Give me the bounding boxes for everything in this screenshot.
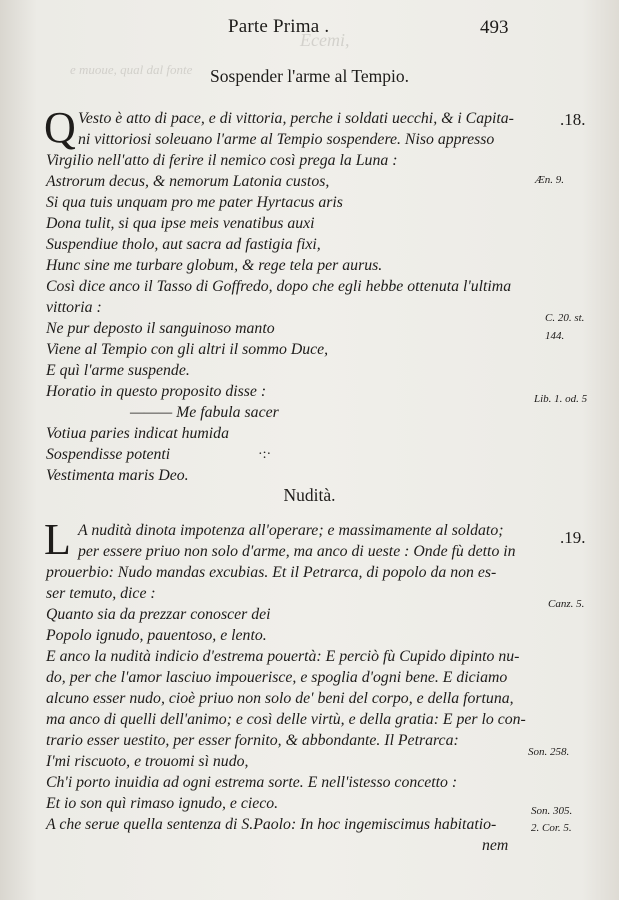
text-line: Virgilio nell'atto di ferire il nemico così prega la Luna : [46,152,398,169]
text-line: trario esser uestito, per esser fornito, & abbondante. Il Petrarca: [46,732,459,749]
verse-line: Vestimenta maris Deo. [46,467,189,484]
verse-line: Astrorum decus, & nemorum Latonia custos, [46,173,330,190]
text-line: ma anco di quelli dell'animo; e così delle virtù, e della gratia: E per lo con- [46,711,526,728]
margin-note: Canz. 5. [548,598,585,610]
text-line: vittoria : [46,299,102,316]
margin-note: 144. [545,330,565,342]
margin-note: C. 20. st. [545,312,585,324]
ornament: ·:· [258,447,272,462]
margin-note: Lib. 1. od. 5 [534,393,588,405]
verse-line: Suspendiue tholo, aut sacra ad fastigia fixi, [46,236,321,253]
section-number: .18. [560,110,586,129]
verse-line: Hunc sine me turbare globum, & rege tela per aurus. [46,257,383,274]
running-head [0,16,619,42]
verse-line: ——— Me fabula sacer [130,404,279,421]
text-line: prouerbio: Nudo mandas excubias. Et il Petrarca, di popolo da non es- [46,564,497,581]
text-line: Horatio in questo proposito disse : [46,383,267,400]
text-line: A che serue quella sentenza di S.Paolo: In hoc ingemiscimus habitatio- [46,816,497,833]
text-line: Così dice anco il Tasso di Goffredo, dopo che egli hebbe ottenuta l'ultima [46,278,512,295]
margin-note: 2. Cor. 5. [531,822,572,834]
margin-note: Son. 258. [528,746,570,758]
verse-line: Ne pur deposto il sanguinoso manto [46,320,275,337]
text-line: Vesto è atto di pace, e di vittoria, perche i soldati uecchi, & i Capita- [78,110,514,127]
text-line: ni vittoriosi soleuano l'arme al Tempio sospendere. Niso appresso [78,131,495,148]
bleed-through-text: Ecemi, [300,30,350,50]
page-number: 493 [480,17,509,38]
drop-cap: Q [44,103,76,152]
verse-line: Ch'i porto inuidia ad ogni estrema sorte. E nell'istesso concetto : [46,774,458,791]
section-heading: Nudità. [283,485,336,505]
verse-line: E quì l'arme suspende. [46,362,190,379]
verse-line: Viene al Tempio con gli altri il sommo Duce, [46,341,329,358]
text-line: nem [482,837,509,854]
verse-line: Quanto sia da prezzar conoscer dei [46,606,271,623]
text-line: E anco la nudità indicio d'estrema pouertà: E perciò fù Cupido dipinto nu- [46,648,520,665]
verse-line: Dona tulit, si qua ipse meis venatibus auxi [46,215,315,232]
verse-line: Sospendisse potenti [46,446,171,463]
margin-note: Son. 305. [531,805,573,817]
verse-line: Si qua tuis unquam pro me pater Hyrtacus aris [46,194,343,211]
drop-cap: L [44,515,71,564]
verse-line: Et io son quì rimaso ignudo, e cieco. [46,795,279,812]
section-number: .19. [560,528,586,547]
running-head-title: Parte Prima . [228,16,330,37]
text-line: alcuno esser nudo, cioè priuo non solo de' beni del corpo, e della fortuna, [46,690,514,707]
text-line: A nudità dinota impotenza all'operare; e massimamente al soldato; [78,522,504,539]
text-line: do, per che l'amor lasciuo impouerisce, e spoglia d'ogni bene. E diciamo [46,669,508,686]
verse-line: Popolo ignudo, pauentoso, e lento. [46,627,267,644]
text-line: per essere priuo non solo d'arme, ma anco di ueste : Onde fù detto in [78,543,516,560]
margin-note: Æn. 9. [535,174,565,186]
verse-line: I'mi riscuoto, e trouomi sì nudo, [46,753,249,770]
section-heading: Sospender l'arme al Tempio. [210,66,409,86]
text-line: ser temuto, dice : [46,585,156,602]
bleed-through-text: e muoue, qual dal fonte [70,62,193,77]
verse-line: Votiua paries indicat humida [46,425,229,442]
